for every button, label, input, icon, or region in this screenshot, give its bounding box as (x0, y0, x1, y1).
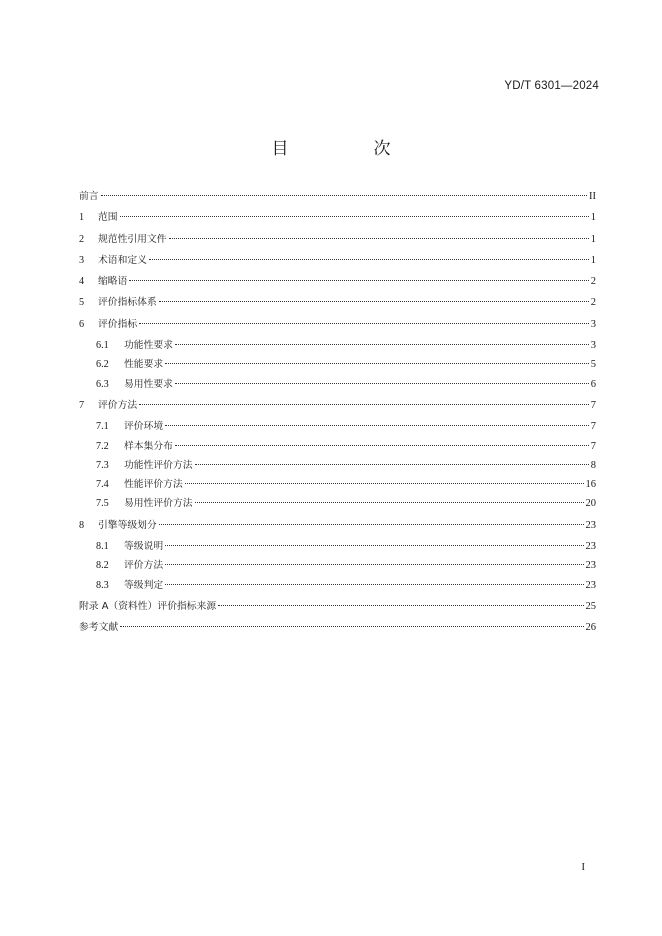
toc-entry[interactable] (79, 418, 596, 437)
toc-entry-number: 2 (79, 233, 85, 245)
toc-entry-page: 2 (590, 297, 596, 309)
toc-entry-label: 参考文献 (79, 622, 119, 634)
toc-entry-page: II (589, 191, 596, 202)
dot-leader (149, 259, 589, 260)
toc-entry-number: 4 (79, 276, 85, 288)
toc-entry[interactable] (79, 457, 596, 476)
toc-entry[interactable] (79, 476, 596, 495)
toc-entry-number: 6.2 (96, 359, 109, 371)
toc-entry[interactable] (79, 294, 596, 315)
dot-leader (185, 483, 584, 484)
page-number: I (581, 862, 585, 873)
toc-entry-label: 附录 A（资料性）评价指标来源 (79, 600, 217, 612)
toc-entry[interactable] (79, 376, 596, 395)
dot-leader (165, 564, 583, 565)
toc-entry[interactable] (79, 577, 596, 596)
toc-entry-page: 1 (590, 233, 596, 245)
dot-leader (120, 626, 583, 627)
toc-entry[interactable] (79, 231, 596, 252)
toc-entry-label: 评价环境 (124, 421, 164, 433)
toc-entry-page: 7 (590, 399, 596, 411)
toc-entry-label: 引擎等级划分 (98, 519, 157, 531)
dot-leader (139, 404, 589, 405)
toc-entry[interactable] (79, 397, 596, 418)
toc-entry[interactable] (79, 517, 596, 538)
toc-entry[interactable] (79, 438, 596, 457)
toc-entry-label: 术语和定义 (98, 254, 147, 266)
toc-entry-label: 前言 (79, 191, 99, 202)
toc-entry-label: 性能评价方法 (124, 479, 183, 491)
dot-leader (195, 464, 589, 465)
toc-entry[interactable] (79, 495, 596, 514)
toc-entry-number: 7.5 (96, 498, 109, 510)
toc-entry-number: 1 (79, 212, 85, 224)
toc-entry[interactable] (79, 273, 596, 294)
toc-entry-number: 8.3 (96, 579, 109, 591)
toc-entry-label: 功能性评价方法 (124, 459, 193, 471)
toc-entry-page: 1 (590, 254, 596, 266)
toc-entry-page: 2 (590, 276, 596, 288)
toc-entry-page: 6 (590, 378, 596, 390)
dot-leader (165, 545, 583, 546)
toc-entry-number: 7.3 (96, 459, 109, 471)
dot-leader (159, 524, 584, 525)
dot-leader (175, 383, 589, 384)
toc-entry[interactable] (79, 598, 596, 619)
toc-entry-page: 3 (590, 340, 596, 352)
dot-leader (165, 425, 589, 426)
toc-entry-page: 8 (590, 459, 596, 471)
toc-entry-number: 3 (79, 254, 85, 266)
toc-title: 目 次 (271, 139, 425, 159)
dot-leader (129, 280, 588, 281)
toc-entry-page: 23 (585, 560, 596, 572)
table-of-contents (79, 188, 596, 641)
toc-entry-label: 缩略语 (98, 276, 128, 288)
toc-entry-page: 1 (590, 212, 596, 224)
toc-entry-page: 7 (590, 440, 596, 452)
toc-entry-label: 评价方法 (98, 399, 138, 411)
toc-entry[interactable] (79, 316, 596, 337)
toc-entry-page: 23 (585, 579, 596, 591)
toc-entry-number: 7.1 (96, 421, 109, 433)
toc-entry[interactable] (79, 557, 596, 576)
toc-entry-number: 8 (79, 519, 85, 531)
toc-entry-page: 7 (590, 421, 596, 433)
toc-entry-page: 20 (585, 498, 596, 510)
toc-entry-number: 6 (79, 318, 85, 330)
toc-entry-number: 8.2 (96, 560, 109, 572)
toc-entry-page: 3 (590, 318, 596, 330)
toc-entry[interactable] (79, 619, 596, 640)
toc-entry-number: 7 (79, 399, 85, 411)
dot-leader (195, 502, 584, 503)
toc-entry-number: 6.3 (96, 378, 109, 390)
toc-entry-label: 性能要求 (124, 359, 164, 371)
dot-leader (169, 238, 589, 239)
toc-entry-label: 功能性要求 (124, 340, 173, 352)
toc-entry-page: 26 (585, 622, 596, 634)
toc-entry-label: 样本集分布 (124, 440, 173, 452)
toc-entry-number: 8.1 (96, 541, 109, 553)
toc-entry-label: 评价指标 (98, 318, 138, 330)
dot-leader (165, 584, 583, 585)
toc-entry[interactable] (79, 337, 596, 356)
toc-entry-page: 23 (585, 541, 596, 553)
toc-entry-page: 25 (585, 600, 596, 612)
dot-leader (175, 344, 589, 345)
dot-leader (218, 605, 583, 606)
toc-entry-label: 等级说明 (124, 541, 164, 553)
toc-entry[interactable] (79, 209, 596, 230)
toc-entry-number: 6.1 (96, 340, 109, 352)
toc-entry-label: 易用性要求 (124, 378, 173, 390)
toc-entry-number: 5 (79, 297, 85, 309)
dot-leader (120, 216, 589, 217)
toc-entry-label: 范围 (98, 212, 118, 224)
dot-leader (101, 195, 587, 196)
toc-entry[interactable] (79, 356, 596, 375)
toc-entry-page: 5 (590, 359, 596, 371)
dot-leader (139, 323, 589, 324)
standard-code: YD/T 6301—2024 (504, 80, 599, 92)
toc-entry-label: 易用性评价方法 (124, 498, 193, 510)
toc-entry-number: 7.4 (96, 479, 109, 491)
dot-leader (165, 363, 589, 364)
toc-entry[interactable] (79, 188, 596, 209)
toc-entry-label: 等级判定 (124, 579, 164, 591)
toc-entry[interactable] (79, 538, 596, 557)
toc-entry-label: 评价方法 (124, 560, 164, 572)
dot-leader (159, 301, 589, 302)
toc-entry-page: 16 (585, 479, 596, 491)
toc-entry-number: 7.2 (96, 440, 109, 452)
toc-entry-label: 规范性引用文件 (98, 233, 167, 245)
toc-entry[interactable] (79, 252, 596, 273)
toc-entry-page: 23 (585, 519, 596, 531)
toc-entry-label: 评价指标体系 (98, 297, 157, 309)
dot-leader (175, 445, 589, 446)
